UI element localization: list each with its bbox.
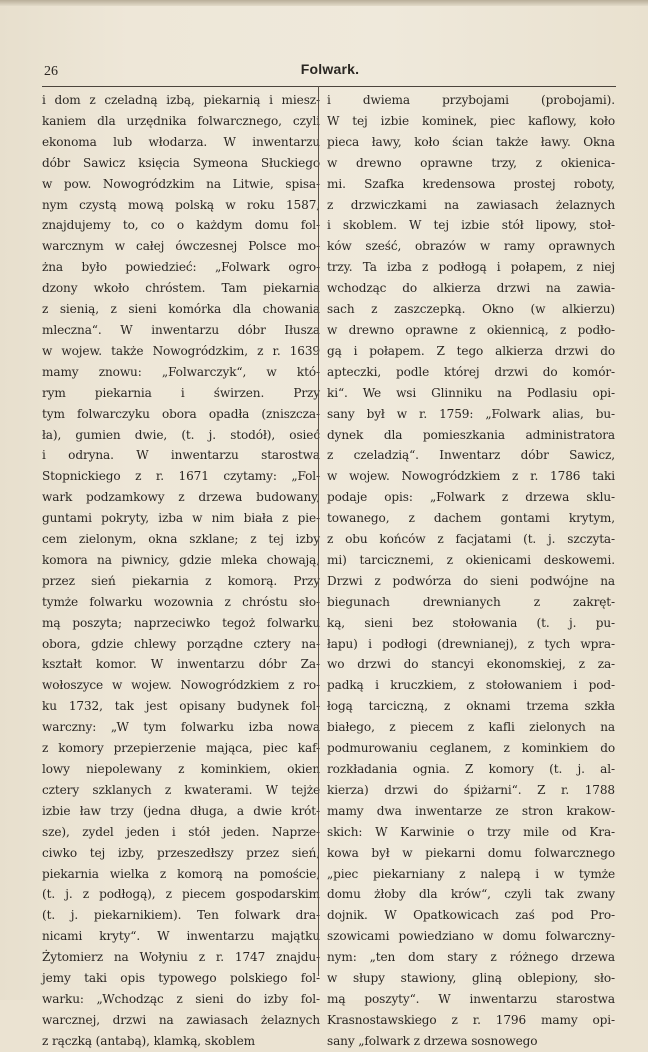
text-line: z drzwiczkami na zawiasach żelaznych [327, 197, 615, 212]
text-line: dynek dla pomieszkania administratora [327, 427, 615, 442]
text-line: wołoszyce w wojew. Nowogródzkiem z ro- [42, 678, 320, 693]
text-line: dzony wkoło chróstem. Tam piekarnia [42, 281, 320, 296]
text-line: mi. Szafka kredensowa prostej roboty, [327, 176, 615, 191]
page-top-edge [0, 0, 648, 6]
text-line: Krasnostawskiego z r. 1796 mamy opi- [327, 1012, 615, 1027]
text-line: (t. j. piekarnikiem). Ten folwark dra- [42, 908, 320, 923]
text-line: łogą tarciczną, z oknami trzema szkła [327, 699, 615, 714]
text-line: mi) tarcicznemi, z okienicami deskowemi. [327, 552, 615, 567]
text-line: lowy niepolewany z kominkiem, okien [42, 762, 320, 776]
text-line: podaje opis: „Folwark z drzewa sklu- [327, 490, 615, 505]
text-line: warczny: „W tym folwarku izba nowa [42, 720, 320, 735]
text-line: sany był w r. 1759: „Folwark alias, bu- [327, 406, 615, 421]
page-number: 26 [44, 64, 58, 79]
text-line: wo drzwi do stancyi ekonomskiej, z za- [327, 657, 615, 672]
text-line: kierza) drzwi do śpiżarni“. Z r. 1788 [327, 782, 615, 797]
text-line: ekonoma lub włodarza. W inwentarzu [42, 134, 320, 149]
text-line: ła), gumien dwie, (t. j. stodół), osieć [42, 427, 320, 442]
text-line: towanego, z dachem gontami krytym, [327, 511, 615, 526]
text-line: ku 1732, tak jest opisany budynek fol- [42, 699, 320, 714]
text-line: gą i połapem. Z tego alkierza drzwi do [327, 343, 615, 358]
text-line: w pow. Nowogródzkim na Litwie, spisa- [42, 176, 320, 191]
text-line: dojnik. W Opatkowicach zaś pod Pro- [327, 908, 615, 923]
text-line: „piec piekarniany z nalepą i w tymże [327, 866, 615, 881]
running-title: Folwark. [300, 61, 360, 77]
text-line: biegunach drewnianych z zakręt- [327, 594, 615, 609]
text-line: rozkładania ognia. Z komory (t. j. al- [327, 762, 615, 776]
text-line: sze), zydel jeden i stół jeden. Naprze- [42, 824, 320, 839]
text-line: cem zielonym, okna szklane; z tej izby [42, 532, 320, 547]
text-line: tymże folwarku wozownia z chróstu sło- [42, 594, 320, 609]
text-line: mą poszyta; naprzeciwko tegoż folwarku [42, 615, 320, 630]
text-line: z rączką (antabą), klamką, skoblem [42, 1033, 255, 1048]
text-line: guntami pokryty, izba w nim biała z pie- [42, 511, 320, 526]
text-line: z sienią, z sieni komórka dla chowania [42, 302, 320, 317]
text-line: wark podzamkowy z drzewa budowany, [42, 490, 320, 505]
text-line: (t. j. z podłogą), z piecem gospodarskim [42, 887, 320, 902]
text-line: warku: „Wchodząc z sieni do izby fol- [42, 991, 320, 1006]
text-line: sach z zaszczepką. Okno (w alkierzu) [327, 302, 615, 317]
right-text-column [327, 90, 615, 1052]
text-line: i dom z czeladną izbą, piekarnią i miesz- [42, 93, 320, 107]
text-line: warcznym w całej ówczesnej Polsce mo- [42, 239, 320, 254]
text-line: jemy taki opis typowego polskiego fol- [42, 971, 320, 986]
text-line: mą poszyty“. W inwentarzu starostwa [327, 991, 615, 1006]
text-line: łapu) i podłogi (drewnianej), z tych wpra- [327, 636, 615, 651]
text-line: i odryna. W inwentarzu starostwa [42, 448, 320, 463]
text-line: apteczki, podle której drzwi do komór- [327, 364, 615, 379]
text-line: W tej izbie kominek, piec kaflowy, koło [327, 113, 615, 128]
page-header [44, 58, 616, 82]
text-line: podmurowaniu ceglanem, z kominkiem do [327, 741, 615, 756]
text-line: i skoblem. W tej izbie stół lipowy, stoł- [327, 218, 615, 233]
text-line: ką, sieni bez stołowania (t. j. pu- [327, 615, 615, 630]
text-line: trzy. Ta izba z podłogą i połapem, z niej [327, 260, 615, 275]
text-line: mleczna“. W inwentarzu dóbr Iłusza [42, 322, 320, 337]
text-line: Stopnickiego z r. 1671 czytamy: „Fol- [42, 469, 320, 484]
text-line: z obu końców z facjatami (t. j. szczyta- [327, 532, 615, 547]
text-line: pieca ławy, koło ścian także ławy. Okna [327, 134, 615, 149]
text-line: w drewno oprawne z okiennicą, z podło- [327, 322, 615, 337]
text-line: szowicami powiedziano w domu folwarczny- [327, 929, 615, 944]
text-line: padką i kruczkiem, z stołowaniem i pod- [327, 678, 615, 693]
text-line: ki“. We wsi Glinniku na Podlasiu opi- [327, 385, 615, 400]
text-line: kształt komor. W inwentarzu dóbr Za- [42, 657, 320, 672]
text-line: w drewno oprawne trzy, z okienica- [327, 155, 615, 170]
header-rule [42, 86, 616, 87]
column-divider [318, 86, 319, 976]
text-line: nym: „ten dom stary z różnego drzewa [327, 950, 615, 965]
text-line: Drzwi z podwórza do sieni podwójne na [327, 573, 615, 588]
text-line: rym piekarnia i świrzen. Przy [42, 385, 320, 400]
text-line: izbie ław trzy (jedna długa, a dwie krót- [42, 803, 320, 818]
text-line: w wojew. także Nowogródzkim, z r. 1639 [42, 343, 320, 358]
text-line: mamy dwa inwentarze ze stron krakow- [327, 803, 615, 818]
text-line: wchodząc do alkierza drzwi na zawia- [327, 281, 615, 296]
text-line: i dwiema przybojami (probojami). [327, 93, 615, 107]
text-line: warcznej, drzwi na zawiasach żelaznych [42, 1012, 320, 1027]
text-line: kowa był w piekarni domu folwarcznego [327, 845, 615, 860]
text-line: piekarnia wielka z komorą na pomoście, [42, 866, 320, 881]
text-line: z czeladzią“. Inwentarz dóbr Sawicz, [327, 448, 615, 463]
text-line: z komory przepierzenie mająca, piec kaf- [42, 741, 320, 756]
text-line: cztery szklanych z kwaterami. W tejże [42, 782, 320, 797]
text-line: skich: W Karwinie o trzy mile od Kra- [327, 824, 615, 839]
text-line: sany „folwark z drzewa sosnowego [327, 1033, 538, 1048]
text-line: nicami kryty“. W inwentarzu majątku [42, 929, 320, 944]
text-line: kaniem dla urzędnika folwarcznego, czyli [42, 113, 320, 128]
text-line: tym folwarczyku obora opadła (zniszcza- [42, 406, 320, 421]
text-line: ków sześć, obrazów w ramy oprawnych [327, 239, 615, 254]
text-line: znajdujemy to, co o każdym domu fol- [42, 218, 320, 233]
text-line: białego, z piecem z kafli zielonych na [327, 720, 615, 735]
text-line: dóbr Sawicz księcia Symeona Słuckiego [42, 155, 320, 170]
text-line: przez sień piekarnia z komorą. Przy [42, 573, 320, 588]
text-line: obora, gdzie chlewy porządne cztery na- [42, 636, 320, 651]
left-text-column [42, 90, 320, 1052]
text-line: Żytomierz na Wołyniu z r. 1747 znajdu- [42, 950, 320, 965]
text-line: w słupy stawiony, gliną oblepiony, sło- [327, 971, 615, 986]
text-line: domu żłoby dla krów“, czyli tak zwany [327, 887, 615, 902]
text-line: ciwko tej izby, przeszedłszy przez sień, [42, 845, 320, 860]
text-line: mamy znowu: „Folwarczyk“, w któ- [42, 364, 320, 379]
text-line: żna było powiedzieć: „Folwark ogro- [42, 260, 320, 275]
text-line: komora na piwnicy, gdzie mleka chowają, [42, 552, 320, 567]
text-line: nym czystą mową polską w roku 1587, [42, 197, 320, 212]
text-line: w wojew. Nowogródzkiem z r. 1786 taki [327, 469, 615, 484]
